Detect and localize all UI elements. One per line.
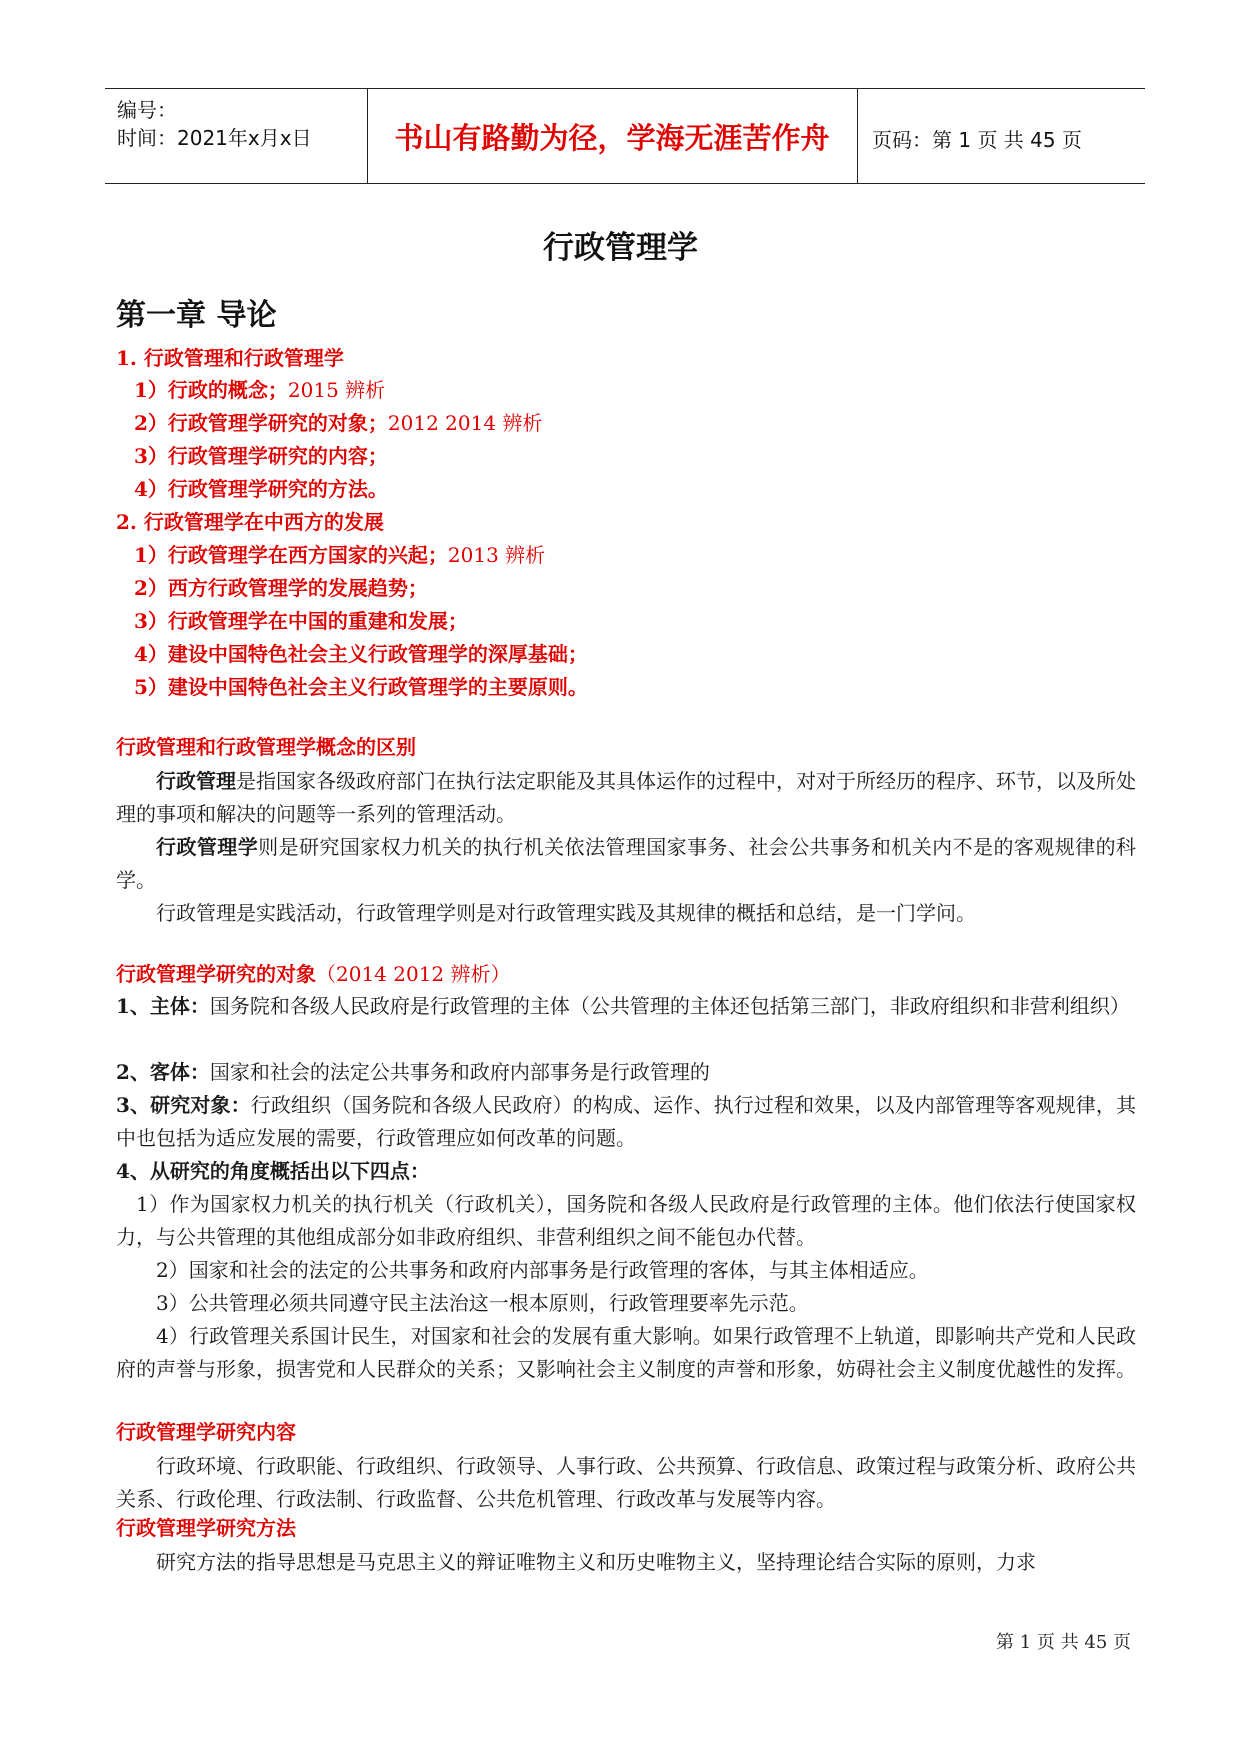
outline-item: 1）行政的概念；2015 辨析 xyxy=(134,378,386,402)
outline-item: 3）行政管理学在中国的重建和发展； xyxy=(134,609,468,633)
outline-item: 5）建设中国特色社会主义行政管理学的主要原则。 xyxy=(134,675,588,699)
page-title: 行政管理学 xyxy=(543,230,698,266)
paragraph: 3、研究对象：行政组织（国务院和各级人民政府）的构成、运作、执行过程和效果，以及内部管理等客观规律，其中也包括为适应发展的需要，行政管理应如何改革的问题。 xyxy=(116,1093,1137,1150)
page-footer: 第 1 页 共 45 页 xyxy=(996,1632,1131,1653)
page-code: 页码：第 1 页 共 45 页 xyxy=(872,128,1082,152)
outline-item: 2）行政管理学研究的对象；2012 2014 辨析 xyxy=(134,411,543,435)
paragraph: 行政管理是指国家各级政府部门在执行法定职能及其具体运作的过程中，对对于所经历的程序、环节，以及所处理的事项和解决的问题等一系列的管理活动。 xyxy=(116,769,1136,826)
doc-time-label: 时间：2021年x月x日 xyxy=(117,126,312,150)
chapter-heading: 第一章 导论 xyxy=(116,298,277,333)
section-heading: 行政管理和行政管理学概念的区别 xyxy=(116,735,416,759)
paragraph: 行政管理学则是研究国家权力机关的执行机关依法管理国家事务、社会公共事务和机关内不是的客观规律的科学。 xyxy=(116,835,1137,892)
paragraph: 4）行政管理关系国计民生，对国家和社会的发展有重大影响。如果行政管理不上轨道，即影响共产党和人民政府的声誉与形象，损害党和人民群众的关系；又影响社会主义制度的声誉和形象，妨碍社会主义制度优越性的发挥。 xyxy=(116,1324,1136,1381)
section-heading: 行政管理学研究的对象（2014 2012 辨析） xyxy=(116,962,511,986)
outline-item: 2）西方行政管理学的发展趋势； xyxy=(134,576,428,600)
header-motto: 书山有路勤为径，学海无涯苦作舟 xyxy=(394,121,830,155)
header-divider xyxy=(857,88,858,184)
header-top-rule xyxy=(105,88,1145,89)
outline-item: 1）行政管理学在西方国家的兴起；2013 辨析 xyxy=(134,543,546,567)
section-heading: 行政管理学研究内容 xyxy=(116,1420,296,1444)
paragraph: 4、从研究的角度概括出以下四点： xyxy=(116,1159,430,1183)
paragraph: 3）公共管理必须共同遵守民主法治这一根本原则，行政管理要率先示范。 xyxy=(156,1291,809,1315)
header-bottom-rule xyxy=(105,183,1145,184)
paragraph: 2）国家和社会的法定的公共事务和政府内部事务是行政管理的客体，与其主体相适应。 xyxy=(156,1258,929,1282)
paragraph: 行政环境、行政职能、行政组织、行政领导、人事行政、公共预算、行政信息、政策过程与政策分析、政府公共关系、行政伦理、行政法制、行政监督、公共危机管理、行政改革与发展等内容。 xyxy=(116,1454,1136,1511)
outline-item: 4）建设中国特色社会主义行政管理学的深厚基础； xyxy=(134,642,588,666)
outline-item: 3）行政管理学研究的内容； xyxy=(134,444,388,468)
paragraph: 研究方法的指导思想是马克思主义的辩证唯物主义和历史唯物主义，坚持理论结合实际的原则，力求 xyxy=(156,1550,1036,1574)
outline-item: 1. 行政管理和行政管理学 xyxy=(116,346,344,370)
paragraph: 1、主体：国务院和各级人民政府是行政管理的主体（公共管理的主体还包括第三部门，非政府组织和非营利组织） xyxy=(116,994,1130,1018)
outline-item: 2. 行政管理学在中西方的发展 xyxy=(116,510,384,534)
header-table xyxy=(105,88,1145,184)
paragraph: 行政管理是实践活动，行政管理学则是对行政管理实践及其规律的概括和总结，是一门学问。 xyxy=(156,901,976,925)
paragraph: 2、客体：国家和社会的法定公共事务和政府内部事务是行政管理的 xyxy=(116,1060,710,1084)
outline-item: 4）行政管理学研究的方法。 xyxy=(134,477,388,501)
doc-number-label: 编号： xyxy=(117,98,177,122)
paragraph: 1）作为国家权力机关的执行机关（行政机关），国务院和各级人民政府是行政管理的主体。他们依法行使国家权力，与公共管理的其他组成部分如非政府组织、非营利组织之间不能包办代替。 xyxy=(116,1192,1136,1249)
section-heading: 行政管理学研究方法 xyxy=(116,1516,296,1540)
